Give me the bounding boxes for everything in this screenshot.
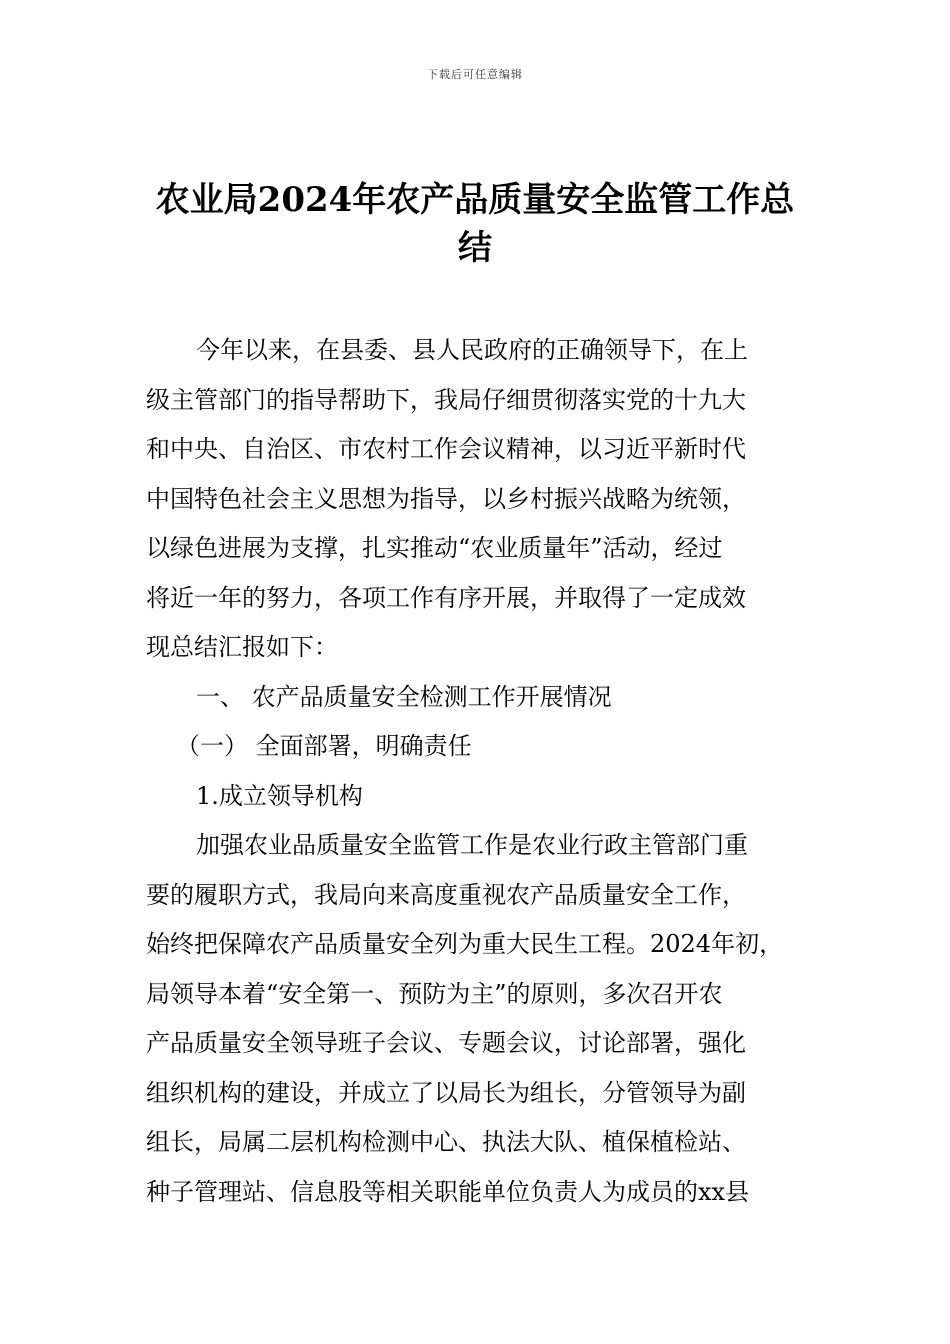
body-line: 局领导本着“安全第一、预防为主”的原则，多次召开农 [146, 979, 723, 1008]
title-line-2: 结 [458, 228, 492, 268]
title-line-1: 农业局2024年农产品质量安全监管工作总 [155, 180, 795, 220]
body-line: 要的履职方式，我局向来高度重视农产品质量安全工作， [146, 880, 746, 909]
body-line: 中国特色社会主义思想为指导，以乡村振兴战略为统领， [146, 484, 746, 513]
subsection-heading-1: （一） 全面部署，明确责任 [176, 732, 472, 760]
body-line: 种子管理站、信息股等相关职能单位负责人为成员的xx县 [146, 1177, 750, 1206]
body-line: 组长，局属二层机构检测中心、执法大队、植保植检站、 [146, 1128, 746, 1156]
body-line: 将近一年的努力，各项工作有序开展，并取得了一定成效 [146, 583, 746, 612]
document-title [140, 176, 810, 272]
item-heading-1: 1.成立领导机构 [196, 781, 363, 810]
body-line: 组织机构的建设，并成立了以局长为组长，分管领导为副 [146, 1078, 746, 1107]
document-body [146, 326, 826, 1217]
body-line: 和中央、自治区、市农村工作会议精神，以习近平新时代 [146, 435, 746, 463]
body-line: 级主管部门的指导帮助下，我局仔细贯彻落实党的十九大 [146, 385, 746, 414]
header-note: 下载后可任意编辑 [427, 68, 523, 81]
body-line: 以绿色进展为支撑，扎实推动“农业质量年”活动，经过 [146, 534, 723, 562]
body-line: 产品质量安全领导班子会议、专题会议，讨论部署，强化 [146, 1029, 746, 1057]
section-heading-1: 一、 农产品质量安全检测工作开展情况 [196, 682, 612, 711]
body-line: 始终把保障农产品质量安全列为重大民生工程。2024年初， [146, 930, 784, 958]
body-line: 加强农业品质量安全监管工作是农业行政主管部门重 [196, 831, 748, 859]
body-line: 现总结汇报如下： [146, 633, 338, 661]
body-line: 今年以来，在县委、县人民政府的正确领导下，在上 [196, 336, 748, 364]
